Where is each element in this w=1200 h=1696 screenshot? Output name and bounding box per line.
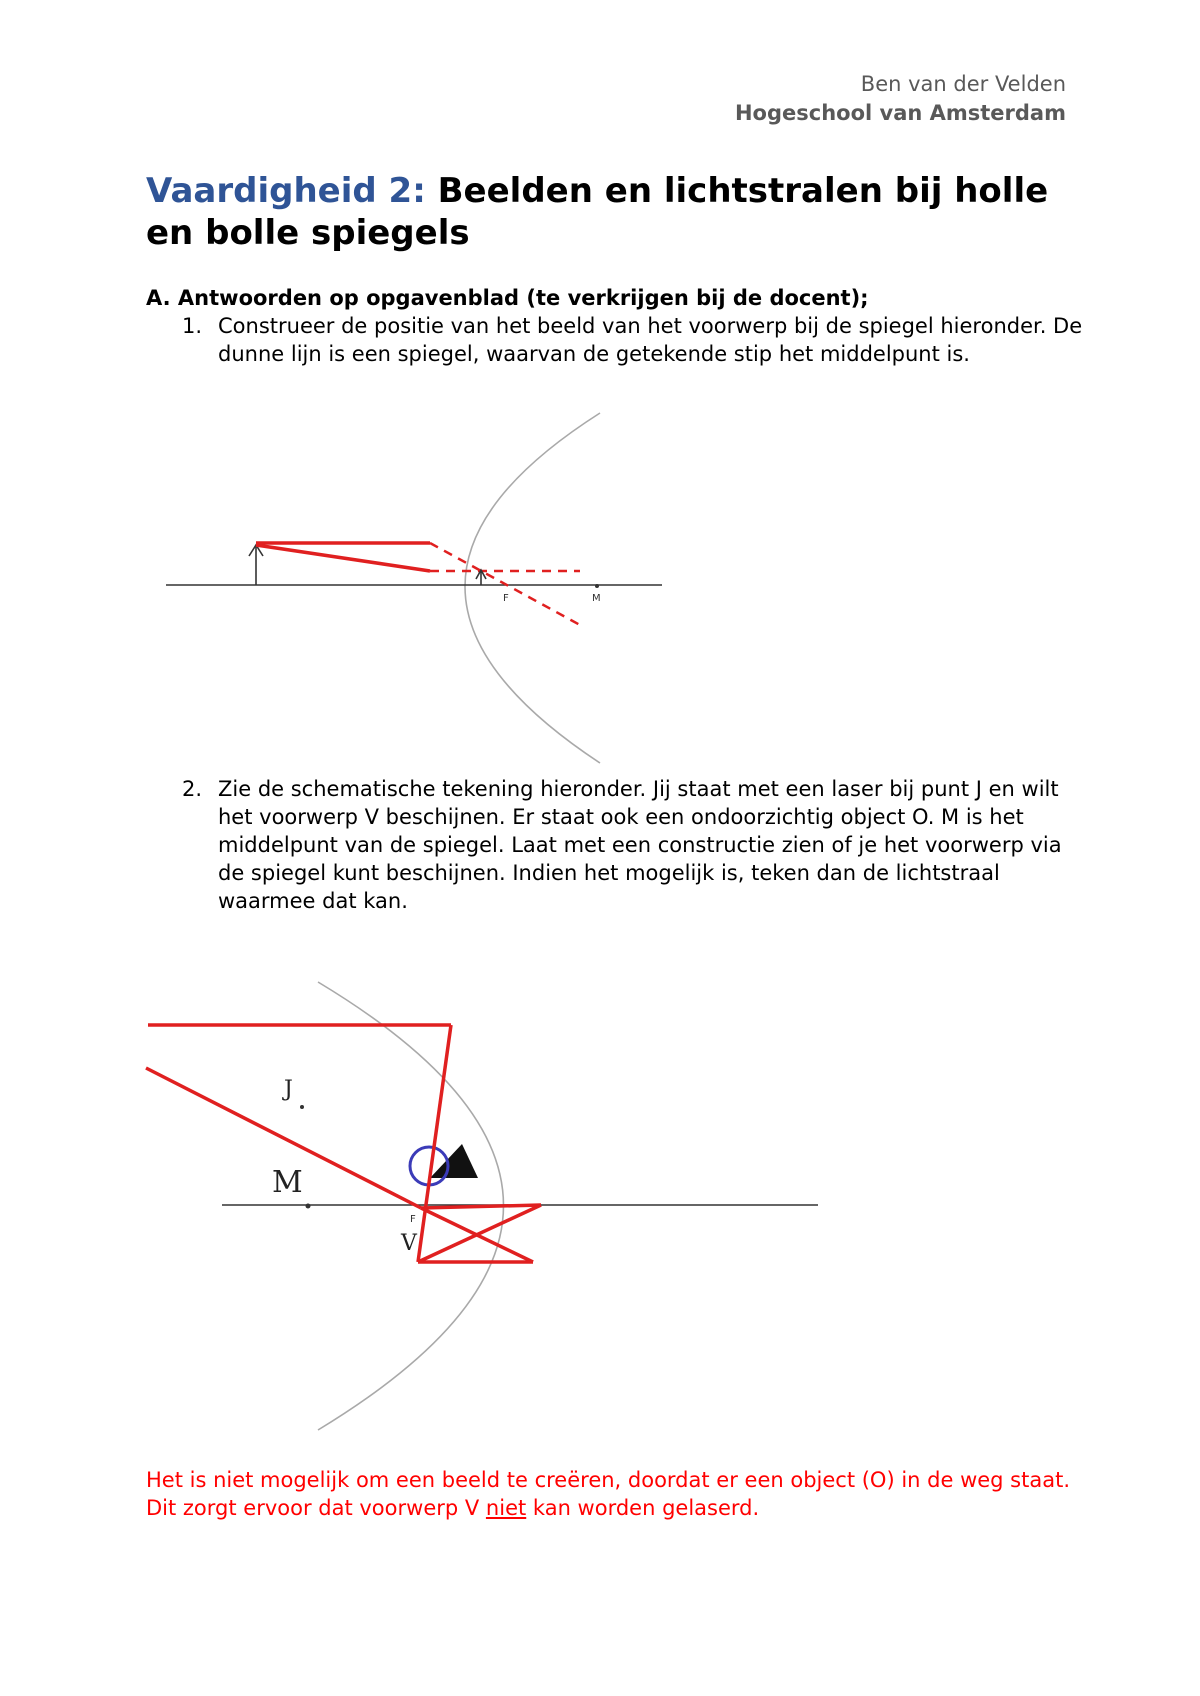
answer-after: kan worden gelaserd. bbox=[526, 1496, 760, 1520]
figure-2-label-v: V bbox=[401, 1231, 417, 1256]
figure-1-center-dot bbox=[595, 584, 599, 588]
question-2-number: 2. bbox=[182, 777, 203, 801]
figure-2-label-j: J bbox=[284, 1077, 293, 1102]
title-rest: Beelden en lichtstralen bij holle en bolle spiegels bbox=[146, 171, 1049, 253]
figure-2-mirror-diagram bbox=[146, 982, 818, 1430]
answer-text bbox=[146, 1466, 1086, 1522]
figure-2-label-f: F bbox=[410, 1214, 416, 1225]
question-2-text: Zie de schematische tekening hieronder. Jij staat met een laser bij punt J en wilt het voorwerp V beschijnen. Er staat ook een ondoorzichtig object O. M is het middelpunt van de spiegel. Laat met een constructie zien of je het voorwerp via de spiegel kunt beschijnen. Indien het mogelijk is, teken dan de lichtstraal waarmee dat kan. bbox=[218, 777, 1062, 913]
question-1-text: Construeer de positie van het beeld van het voorwerp bij de spiegel hieronder. De dunne lijn is een spiegel, waarvan de getekende stip het middelpunt is. bbox=[218, 314, 1083, 366]
figure-2-label-m: M bbox=[272, 1165, 303, 1200]
author-name: Ben van der Velden bbox=[860, 72, 1066, 96]
figure-1-mirror-arc bbox=[465, 413, 600, 763]
figure-1-label-m: M bbox=[592, 593, 601, 604]
figure-1-mirror-diagram bbox=[166, 413, 662, 763]
question-1-number: 1. bbox=[182, 314, 203, 338]
institution-name: Hogeschool van Amsterdam bbox=[734, 101, 1066, 125]
figure-2-point-j-dot bbox=[300, 1105, 304, 1109]
figure-1-ray-reflected bbox=[430, 543, 580, 625]
figure-1-ray-center bbox=[256, 545, 430, 571]
figure-2-ray-top-down bbox=[418, 1025, 451, 1262]
title-lead: Vaardigheid 2: bbox=[146, 171, 426, 211]
section-heading: A. Antwoorden op opgavenblad (te verkrijgen bij de docent); bbox=[146, 286, 869, 310]
figure-1-label-f: F bbox=[503, 593, 509, 604]
answer-emphasis: niet bbox=[485, 1496, 527, 1520]
answer-before: Het is niet mogelijk om een beeld te creëren, doordat er een object (O) in de weg staat. Dit zorgt ervoor dat voorwerp V bbox=[146, 1468, 1070, 1520]
figure-2-center-dot bbox=[306, 1204, 311, 1209]
